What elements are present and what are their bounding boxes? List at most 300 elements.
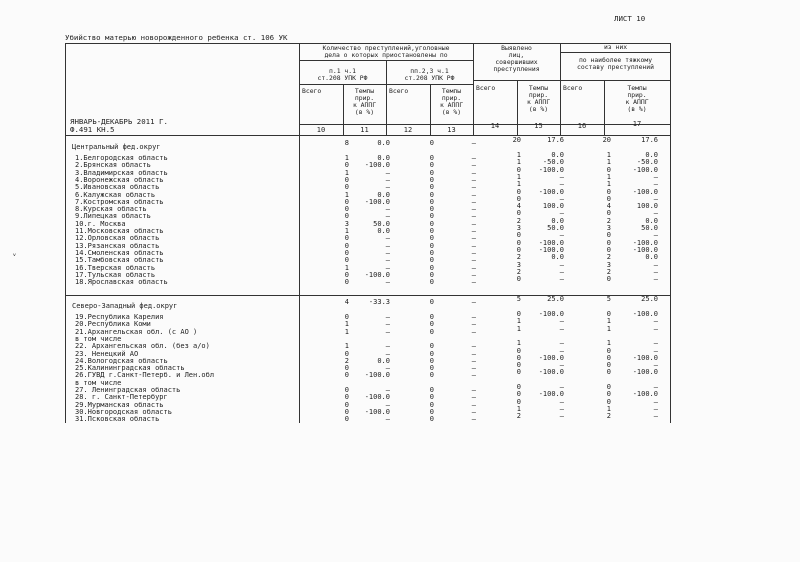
header-vsego-16: Всего <box>563 84 583 92</box>
header-tempy-17-a: Темпы <box>627 84 647 92</box>
data-cell: – <box>471 234 476 243</box>
data-cell: 0 <box>429 342 434 351</box>
region-label: 28. г. Санкт-Петербург <box>75 393 168 402</box>
region-label: 13.Рязанская область <box>75 241 160 250</box>
data-cell: 0 <box>429 212 434 221</box>
header-tempy-13-c: к АППГ <box>439 101 464 109</box>
region-label: 7.Костромская область <box>75 197 164 206</box>
data-cell: 0 <box>429 234 434 243</box>
data-cell: – <box>559 346 564 355</box>
data-cell: 0 <box>516 238 521 247</box>
data-cell: 0 <box>429 356 434 365</box>
data-cell: -100.0 <box>632 245 658 254</box>
data-cell: 1 <box>344 320 349 329</box>
data-cell: 0 <box>429 197 434 206</box>
data-cell: – <box>471 168 476 177</box>
section-total-cell: 20 <box>602 136 611 144</box>
data-cell: 1 <box>606 172 611 181</box>
data-cell: 1 <box>606 151 611 159</box>
data-cell: 0 <box>429 278 434 287</box>
data-cell: – <box>653 346 658 355</box>
data-cell: 1 <box>344 168 349 177</box>
data-cell: 0 <box>344 197 349 206</box>
data-cell: -100.0 <box>538 165 564 174</box>
header-tempy-11-d: (в %) <box>354 108 375 116</box>
document-title: Убийство матерью новорожденного ребенка ст. 106 УК <box>65 33 288 42</box>
data-cell: 0.0 <box>551 216 564 225</box>
header-g2-line3: совершивших <box>495 58 538 66</box>
data-cell: 1 <box>344 227 349 235</box>
data-cell: 1 <box>344 154 349 162</box>
data-cell: 0 <box>516 310 521 318</box>
data-cell: 0 <box>344 183 349 192</box>
header-g1b-line2: ст.208 УПК РФ <box>404 74 455 82</box>
data-cell: 0 <box>344 364 349 373</box>
data-cell: 0 <box>606 346 611 355</box>
data-cell: -100.0 <box>364 393 390 402</box>
data-cell: 0 <box>429 407 434 416</box>
section-total-cell: 17.6 <box>641 136 658 144</box>
header-g3: из них <box>603 43 628 51</box>
data-cell: 0 <box>606 361 611 370</box>
data-cell: 0 <box>516 368 521 377</box>
data-cell: – <box>385 400 390 409</box>
data-cell: 1 <box>344 263 349 272</box>
data-cell: – <box>653 317 658 326</box>
header-vsego-10: Всего <box>302 87 322 95</box>
data-cell: – <box>471 197 476 206</box>
data-cell: – <box>471 212 476 221</box>
data-cell: 0 <box>606 238 611 247</box>
data-cell: – <box>559 339 564 348</box>
data-cell: -100.0 <box>538 238 564 247</box>
data-cell: 0 <box>606 368 611 377</box>
data-cell: -100.0 <box>632 187 658 196</box>
data-cell: -100.0 <box>538 245 564 254</box>
data-cell: 0.0 <box>377 227 390 235</box>
data-cell: 0 <box>344 371 349 380</box>
data-cell: – <box>385 415 390 424</box>
data-cell: – <box>471 320 476 329</box>
data-cell: 0 <box>429 371 434 380</box>
data-cell: 0 <box>516 165 521 174</box>
data-cell: 1 <box>516 180 521 189</box>
colnum-16: 16 <box>577 122 587 130</box>
data-cell: 0 <box>516 245 521 254</box>
data-cell: -100.0 <box>364 270 390 279</box>
data-cell: 2 <box>516 267 521 276</box>
data-cell: – <box>385 175 390 184</box>
data-cell: 0 <box>516 346 521 355</box>
data-cell: 0 <box>344 407 349 416</box>
section-total-cell: 17.6 <box>547 136 564 144</box>
data-cell: – <box>385 212 390 221</box>
data-cell: – <box>559 317 564 326</box>
data-cell: 0.0 <box>645 216 658 225</box>
data-cell: – <box>471 241 476 250</box>
data-cell: -100.0 <box>632 238 658 247</box>
colnum-10: 10 <box>316 126 326 134</box>
section-total-cell: 8 <box>344 139 349 147</box>
data-cell: 0 <box>516 275 521 284</box>
data-cell: 0 <box>606 165 611 174</box>
header-g3a-line2: составу преступлений <box>577 63 654 71</box>
data-cell: -100.0 <box>538 310 564 318</box>
data-cell: – <box>471 415 476 424</box>
header-g1b-line1: пп.2,3 ч.1 <box>410 67 449 75</box>
data-cell: 0 <box>429 313 434 321</box>
header-tempy-15-d: (в %) <box>528 105 549 113</box>
data-cell: 1 <box>516 324 521 333</box>
data-cell: 0 <box>344 386 349 394</box>
data-cell: – <box>471 327 476 336</box>
data-cell: – <box>385 263 390 272</box>
data-cell: – <box>471 386 476 394</box>
data-cell: 1 <box>516 158 521 167</box>
data-cell: – <box>559 383 564 391</box>
data-cell: – <box>653 231 658 240</box>
region-label: 14.Смоленская область <box>75 248 164 257</box>
data-cell: 3 <box>344 219 349 228</box>
data-cell: – <box>385 386 390 394</box>
data-cell: 0 <box>516 361 521 370</box>
section-total-cell: – <box>471 298 476 306</box>
data-cell: 0.0 <box>645 151 658 159</box>
data-cell: 0 <box>429 415 434 424</box>
data-cell: – <box>471 154 476 162</box>
data-cell: 0 <box>429 168 434 177</box>
data-cell: 4 <box>516 202 521 211</box>
data-cell: 50.0 <box>641 224 658 232</box>
header-g2-line1: Выявлено <box>501 44 532 52</box>
data-cell: – <box>559 412 564 421</box>
section-total-cell: 25.0 <box>547 295 564 303</box>
data-cell: – <box>471 219 476 228</box>
region-label: 31.Псковская область <box>75 415 160 424</box>
data-cell: – <box>559 180 564 189</box>
colnum-17: 17 <box>632 120 642 128</box>
data-cell: – <box>471 313 476 321</box>
data-cell: – <box>385 183 390 192</box>
data-cell: – <box>653 194 658 203</box>
region-label: 1.Белгородская область <box>75 154 168 162</box>
header-tempy-17-b: прир. <box>627 91 647 99</box>
data-cell: 0.0 <box>377 154 390 162</box>
data-cell: 3 <box>516 260 521 269</box>
section-total-cell: – <box>471 139 476 147</box>
header-vsego-12: Всего <box>389 87 409 95</box>
region-label: 17.Тульская область <box>75 270 156 279</box>
data-cell: 1 <box>516 404 521 413</box>
report-form: Ф.491 КН.5 <box>70 125 115 134</box>
data-cell: – <box>471 356 476 365</box>
data-cell: 0 <box>344 400 349 409</box>
data-cell: 0 <box>516 390 521 399</box>
data-cell: 0 <box>344 349 349 358</box>
region-label: 11.Московская область <box>75 227 164 235</box>
data-cell: – <box>385 168 390 177</box>
data-cell: 1 <box>606 180 611 189</box>
data-cell: 0 <box>606 310 611 318</box>
region-label: 29.Мурманская область <box>75 400 164 409</box>
data-cell: – <box>653 260 658 269</box>
data-cell: – <box>653 383 658 391</box>
region-label: в том числе <box>75 334 122 343</box>
data-cell: – <box>471 407 476 416</box>
header-tempy-17-c: к АППГ <box>625 98 649 106</box>
region-label: 6.Калужская область <box>75 190 156 199</box>
region-label: 4.Воронежская область <box>75 175 164 184</box>
data-cell: – <box>471 175 476 184</box>
colnum-12: 12 <box>403 126 413 134</box>
data-cell: 0 <box>429 154 434 162</box>
data-cell: – <box>471 248 476 257</box>
data-cell: -100.0 <box>538 353 564 362</box>
region-label: 5.Ивановская область <box>75 183 160 192</box>
data-cell: – <box>385 320 390 329</box>
region-label: 24.Вологодская область <box>75 356 168 365</box>
section-total-cell: 20 <box>512 136 521 144</box>
data-cell: 0 <box>606 209 611 218</box>
data-cell: – <box>559 209 564 218</box>
region-label: 30.Новгородская область <box>75 407 172 416</box>
header-g2-line2: лиц, <box>508 51 525 59</box>
section-total-cell: 0 <box>429 298 434 306</box>
header-tempy-13-d: (в %) <box>441 108 462 116</box>
data-cell: – <box>653 180 658 189</box>
header-group1-line2: дела о которых приостановлены по <box>324 51 448 59</box>
data-cell: 0.0 <box>377 190 390 199</box>
colnum-14: 14 <box>490 122 500 130</box>
data-cell: – <box>653 324 658 333</box>
data-cell: 0 <box>429 227 434 235</box>
data-cell: 0.0 <box>377 356 390 365</box>
data-cell: 0 <box>516 187 521 196</box>
data-cell: 0 <box>606 194 611 203</box>
data-cell: – <box>471 270 476 279</box>
data-cell: 50.0 <box>547 224 564 232</box>
report-period: ЯНВАРЬ-ДЕКАБРЬ 2011 Г. <box>70 117 168 126</box>
data-cell: -100.0 <box>538 368 564 377</box>
data-cell: 100.0 <box>636 202 658 211</box>
data-cell: 0 <box>606 390 611 399</box>
table-left-border <box>65 43 66 423</box>
data-cell: 0 <box>429 241 434 250</box>
data-cell: 3 <box>606 260 611 269</box>
data-cell: 100.0 <box>542 202 564 211</box>
data-cell: -100.0 <box>632 353 658 362</box>
data-cell: -100.0 <box>364 371 390 380</box>
data-cell: – <box>385 241 390 250</box>
section-total-cell: 5 <box>606 295 611 303</box>
data-cell: 0 <box>429 263 434 272</box>
data-cell: 0 <box>429 364 434 373</box>
data-cell: -100.0 <box>632 310 658 318</box>
data-cell: – <box>559 361 564 370</box>
data-cell: – <box>471 349 476 358</box>
section-name: Центральный фед.округ <box>72 143 161 151</box>
data-cell: – <box>653 267 658 276</box>
section-name: Северо-Западный фед.округ <box>72 302 178 310</box>
region-label: 9.Липецкая область <box>75 212 151 221</box>
data-cell: 1 <box>344 342 349 351</box>
data-cell: 0 <box>344 212 349 221</box>
data-cell: 0 <box>429 205 434 214</box>
data-cell: – <box>385 278 390 287</box>
data-cell: 0 <box>429 248 434 257</box>
data-cell: – <box>559 260 564 269</box>
data-cell: 0 <box>429 219 434 228</box>
data-cell: 0 <box>516 209 521 218</box>
data-cell: -100.0 <box>538 187 564 196</box>
data-cell: -50.0 <box>542 158 564 167</box>
data-cell: 0 <box>344 313 349 321</box>
header-g2-line4: преступления <box>493 65 540 73</box>
data-cell: 0 <box>344 248 349 257</box>
data-cell: – <box>559 275 564 284</box>
data-cell: 1 <box>516 172 521 181</box>
data-cell: – <box>653 412 658 421</box>
data-cell: 1 <box>606 158 611 167</box>
data-cell: 0 <box>429 320 434 329</box>
data-cell: 0 <box>429 400 434 409</box>
data-cell: – <box>471 400 476 409</box>
header-line-g1 <box>299 60 473 61</box>
region-label: 22. Архангельская обл. (без а/о) <box>75 342 210 351</box>
header-tempy-15-b: прир. <box>528 91 549 99</box>
data-cell: – <box>653 404 658 413</box>
colnum-13: 13 <box>447 126 456 134</box>
region-label: 25.Калининградская область <box>75 364 185 373</box>
data-cell: -100.0 <box>538 390 564 399</box>
data-cell: 2 <box>516 253 521 262</box>
data-cell: -100.0 <box>364 407 390 416</box>
data-cell: 0 <box>429 327 434 336</box>
data-cell: 0.0 <box>645 253 658 262</box>
section-total-cell: 5 <box>516 295 521 303</box>
header-tempy-15-c: к АППГ <box>526 98 551 106</box>
data-cell: 0 <box>344 161 349 170</box>
header-tempy-11-a: Темпы <box>354 87 375 95</box>
header-line-g1-sub <box>299 84 473 85</box>
data-cell: 0 <box>429 161 434 170</box>
colnum-11: 11 <box>360 126 369 134</box>
data-cell: 2 <box>606 412 611 421</box>
data-cell: – <box>471 393 476 402</box>
data-cell: 2 <box>606 216 611 225</box>
header-g1a-line2: ст.208 УПК РФ <box>317 74 368 82</box>
data-cell: – <box>471 190 476 199</box>
data-cell: -100.0 <box>632 368 658 377</box>
data-cell: – <box>471 227 476 235</box>
header-line-g2 <box>473 80 671 81</box>
data-cell: 3 <box>516 224 521 232</box>
data-cell: -50.0 <box>636 158 658 167</box>
data-cell: 1 <box>516 151 521 159</box>
region-label: 23. Ненецкий АО <box>75 349 139 358</box>
data-cell: – <box>385 327 390 336</box>
header-group1-line1: Количество преступлений,уголовные <box>322 44 450 52</box>
data-cell: – <box>559 172 564 181</box>
region-label: 3.Владимирская область <box>75 168 168 177</box>
data-cell: 1 <box>606 324 611 333</box>
data-cell: – <box>653 339 658 348</box>
data-cell: 0 <box>606 397 611 406</box>
data-cell: – <box>471 183 476 192</box>
data-cell: 0 <box>429 175 434 184</box>
data-cell: 0 <box>516 231 521 240</box>
data-cell: 0 <box>429 349 434 358</box>
divider-label-col <box>299 43 300 423</box>
data-cell: 0 <box>344 241 349 250</box>
data-cell: – <box>471 342 476 351</box>
header-g1a-line1: п.1 ч.1 <box>329 67 356 75</box>
data-cell: -100.0 <box>632 390 658 399</box>
data-cell: 0 <box>516 397 521 406</box>
data-cell: 0 <box>344 234 349 243</box>
data-cell: 0 <box>429 386 434 394</box>
data-cell: 0 <box>344 175 349 184</box>
data-cell: 1 <box>344 190 349 199</box>
region-label: 21.Архангельская обл. (с АО ) <box>75 327 198 336</box>
data-cell: – <box>471 364 476 373</box>
data-cell: – <box>471 371 476 380</box>
data-cell: – <box>471 205 476 214</box>
region-label: 8.Курская область <box>75 205 147 214</box>
data-cell: – <box>471 161 476 170</box>
section-total-cell: 0.0 <box>377 139 390 147</box>
region-label: в том числе <box>75 378 122 387</box>
data-cell: – <box>471 278 476 287</box>
data-cell: 0 <box>429 190 434 199</box>
data-cell: – <box>653 172 658 181</box>
header-tempy-11-b: прир. <box>354 94 375 102</box>
header-vsego-14: Всего <box>476 84 496 92</box>
header-tempy-13-a: Темпы <box>441 87 462 95</box>
data-cell: 0 <box>516 194 521 203</box>
data-cell: 2 <box>606 253 611 262</box>
header-tempy-13-b: прир. <box>441 94 462 102</box>
data-cell: 0 <box>344 256 349 265</box>
data-cell: – <box>385 313 390 321</box>
data-cell: 2 <box>516 412 521 421</box>
data-cell: 1 <box>606 339 611 348</box>
section-total-cell: -33.3 <box>368 298 390 306</box>
region-label: 16.Тверская область <box>75 263 156 272</box>
data-cell: 2 <box>516 216 521 225</box>
data-cell: – <box>653 275 658 284</box>
data-cell: 1 <box>606 404 611 413</box>
data-cell: 1 <box>344 327 349 336</box>
data-cell: – <box>385 248 390 257</box>
region-label: 27. Ленинградская область <box>75 386 181 394</box>
data-cell: 0 <box>344 415 349 424</box>
data-cell: 1 <box>516 339 521 348</box>
data-cell: 0 <box>344 270 349 279</box>
data-cell: 1 <box>606 317 611 326</box>
data-cell: 0 <box>516 383 521 391</box>
data-cell: – <box>385 234 390 243</box>
data-cell: – <box>559 194 564 203</box>
data-cell: – <box>385 256 390 265</box>
section-total-cell: 25.0 <box>641 295 658 303</box>
data-cell: – <box>653 209 658 218</box>
data-cell: 0 <box>429 270 434 279</box>
data-cell: – <box>385 342 390 351</box>
data-cell: – <box>559 397 564 406</box>
data-cell: – <box>471 256 476 265</box>
data-cell: 50.0 <box>373 219 390 228</box>
